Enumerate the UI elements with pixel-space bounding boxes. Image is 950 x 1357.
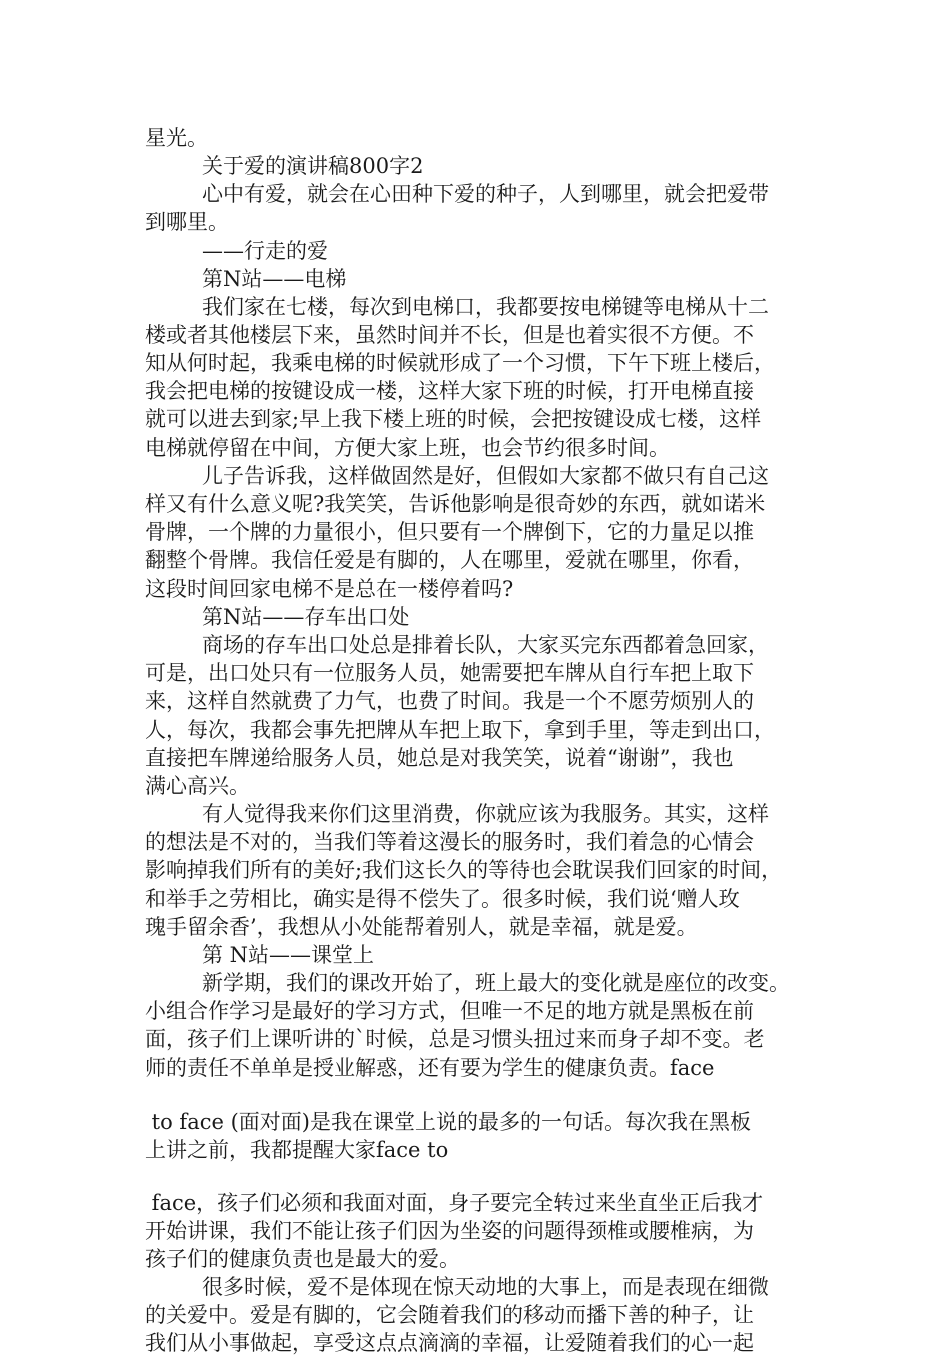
text-line: 星光。 <box>145 126 208 150</box>
text-line: 上讲之前，我都提醒大家face to <box>145 1138 449 1162</box>
text-line: 样又有什么意义呢?我笑笑，告诉他影响是很奇妙的东西，就如诺米 <box>145 492 766 516</box>
text-line: 的想法是不对的，当我们等着这漫长的服务时，我们着急的心情会 <box>145 830 754 854</box>
text-line: 心中有爱，就会在心田种下爱的种子，人到哪里，就会把爱带 <box>202 182 769 206</box>
text-line: 我会把电梯的按键设成一楼，这样大家下班的时候，打开电梯直接 <box>145 379 754 403</box>
text-line: 就可以进去到家;早上我下楼上班的时候，会把按键设成七楼，这样 <box>145 407 762 431</box>
text-line: 到哪里。 <box>145 210 229 234</box>
text-line: 可是，出口处只有一位服务人员，她需要把车牌从自行车把上取下 <box>145 661 754 685</box>
text-line: 有人觉得我来你们这里消费，你就应该为我服务。其实，这样 <box>202 802 769 826</box>
text-line: 小组合作学习是最好的学习方式，但唯一不足的地方就是黑板在前 <box>145 999 754 1023</box>
text-line: 面，孩子们上课听讲的`时候，总是习惯头扭过来而身子却不变。老 <box>145 1027 765 1051</box>
text-line: 的关爱中。爱是有脚的，它会随着我们的移动而播下善的种子，让 <box>145 1303 754 1327</box>
text-line: 商场的存车出口处总是排着长队，大家买完东西都着急回家， <box>202 633 769 657</box>
subtitle: ——行走的爱 <box>202 239 328 263</box>
section-heading: 第 N站——课堂上 <box>202 943 375 967</box>
text-line: 师的责任不单单是授业解惑，还有要为学生的健康负责。face <box>145 1056 715 1080</box>
text-line: 这段时间回家电梯不是总在一楼停着吗? <box>145 577 514 601</box>
section-heading: 第N站——存车出口处 <box>202 605 410 629</box>
text-line: 孩子们的健康负责也是最大的爱。 <box>145 1247 460 1271</box>
text-line: 翻整个骨牌。我信任爱是有脚的，人在哪里，爱就在哪里，你看， <box>145 548 754 572</box>
text-line: 直接把车牌递给服务人员，她总是对我笑笑，说着“谢谢”，我也 <box>145 746 734 770</box>
text-line: 开始讲课，我们不能让孩子们因为坐姿的问题得颈椎或腰椎病，为 <box>145 1219 754 1243</box>
text-line: 和举手之劳相比，确实是得不偿失了。很多时候，我们说‘赠人玫 <box>145 887 740 911</box>
text-line: 人，每次，我都会事先把牌从车把上取下，拿到手里，等走到出口， <box>145 718 775 742</box>
text-line: 新学期，我们的课改开始了，班上最大的变化就是座位的改变。 <box>202 971 790 995</box>
text-line: 我们从小事做起，享受这点点滴滴的幸福，让爱随着我们的心一起 <box>145 1331 754 1355</box>
text-line: 我们家在七楼，每次到电梯口，我都要按电梯键等电梯从十二 <box>202 295 769 319</box>
text-line: 很多时候，爱不是体现在惊天动地的大事上，而是表现在细微 <box>202 1275 769 1299</box>
text-line: 骨牌，一个牌的力量很小，但只要有一个牌倒下，它的力量足以推 <box>145 520 754 544</box>
text-line: 来，这样自然就费了力气，也费了时间。我是一个不愿劳烦别人的 <box>145 689 754 713</box>
section-title: 关于爱的演讲稿800字2 <box>202 154 424 178</box>
text-line: 瑰手留余香’，我想从小处能帮着别人，就是幸福，就是爱。 <box>145 915 698 939</box>
text-line: to face (面对面)是我在课堂上说的最多的一句话。每次我在黑板 <box>145 1110 751 1134</box>
text-line: 影响掉我们所有的美好;我们这长久的等待也会耽误我们回家的时间， <box>145 858 783 882</box>
text-line: 儿子告诉我，这样做固然是好，但假如大家都不做只有自己这 <box>202 464 769 488</box>
text-line: 楼或者其他楼层下来，虽然时间并不长，但是也着实很不方便。不 <box>145 323 754 347</box>
text-line: 知从何时起，我乘电梯的时候就形成了一个习惯，下午下班上楼后， <box>145 351 775 375</box>
text-line: face，孩子们必须和我面对面，身子要完全转过来坐直坐正后我才 <box>145 1191 764 1215</box>
section-heading: 第N站——电梯 <box>202 267 347 291</box>
text-line: 电梯就停留在中间，方便大家上班，也会节约很多时间。 <box>145 436 670 460</box>
text-line: 满心高兴。 <box>145 774 250 798</box>
